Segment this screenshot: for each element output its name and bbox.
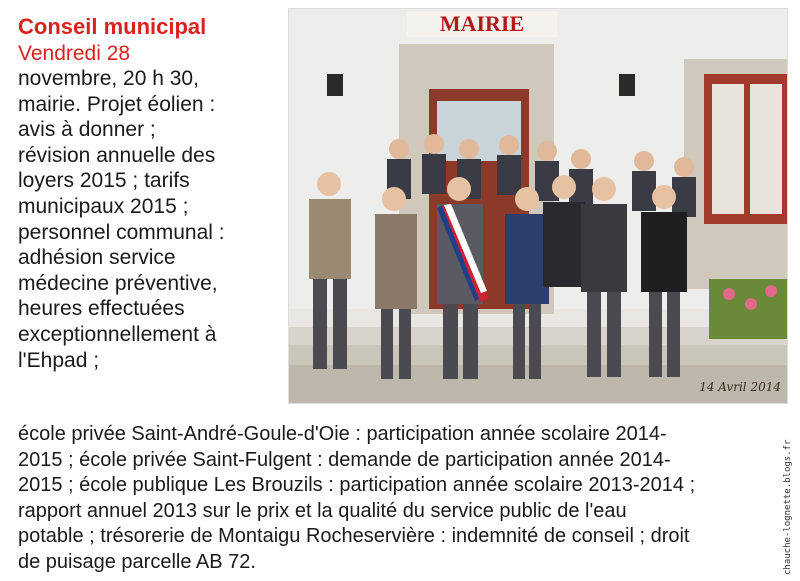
text-line: l'Ehpad ;	[18, 348, 100, 372]
text-line: mairie. Projet éolien :	[18, 92, 216, 116]
text-line: novembre, 20 h 30,	[18, 67, 199, 90]
text-line: 2015 ; école publique Les Brouzils : participation année scolaire 2013-2014 ;	[18, 474, 696, 497]
mairie-sign: MAIRIE	[439, 11, 525, 36]
article-heading: Conseil municipal	[18, 14, 207, 39]
text-line: médecine préventive,	[18, 271, 218, 295]
text-line: adhésion service	[18, 246, 176, 270]
blog-credit: chauche-lognette.blogs.fr	[783, 439, 793, 575]
text-line: loyers 2015 ; tarifs	[18, 169, 190, 193]
article-column-text	[18, 66, 280, 373]
article-date-line: Vendredi 28	[18, 42, 131, 65]
text-line: heures effectuées	[18, 297, 185, 321]
group-photo-illustration	[289, 9, 787, 403]
article-bottom-text	[18, 422, 778, 576]
text-line: école privée Saint-André-Goule-d'Oie : participation année scolaire 2014-	[18, 423, 667, 445]
text-line: personnel communal :	[18, 220, 225, 244]
text-line: 2015 ; école privée Saint-Fulgent : demande de participation année 2014-	[18, 448, 671, 471]
text-line: municipaux 2015 ;	[18, 194, 189, 218]
text-line: de puisage parcelle AB 72.	[18, 550, 256, 573]
text-line: révision annuelle des	[18, 143, 216, 167]
group-photo	[288, 8, 788, 404]
text-line: potable ; trésorerie de Montaigu Rocheservière : indemnité de conseil ; droit	[18, 525, 690, 548]
text-line: exceptionnellement à	[18, 322, 217, 346]
text-line: rapport annuel 2013 sur le prix et la qualité du service public de l'eau	[18, 499, 627, 522]
text-line: avis à donner ;	[18, 118, 156, 142]
photo-date-stamp: 14 Avril 2014	[699, 380, 781, 394]
